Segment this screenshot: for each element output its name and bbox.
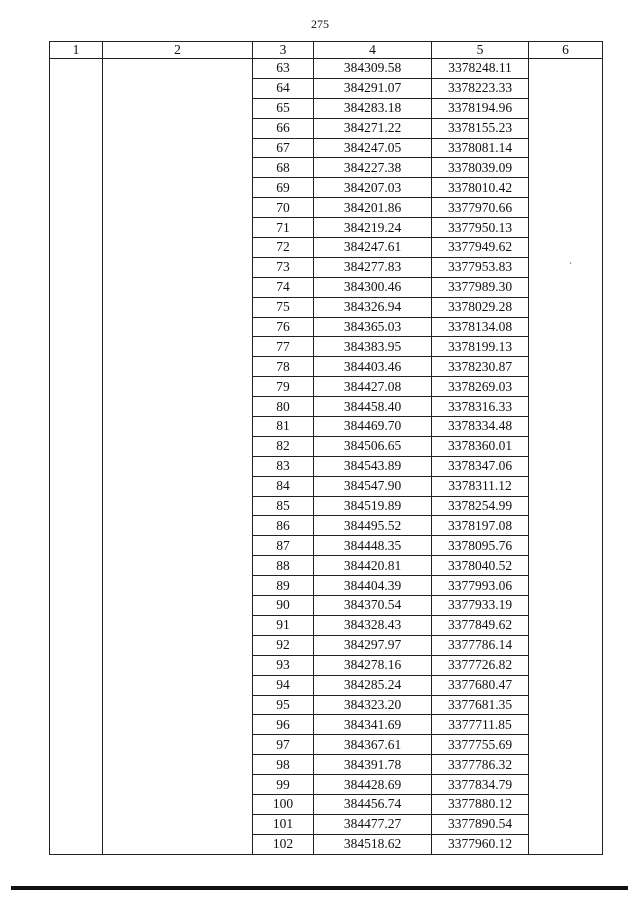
point-number-cell: 77 [253,337,314,357]
x-coordinate-cell: 384456.74 [314,794,432,814]
point-number-cell: 97 [253,735,314,755]
x-coordinate-cell: 384201.86 [314,198,432,218]
x-coordinate-cell: 384428.69 [314,775,432,795]
x-coordinate-cell: 384297.97 [314,635,432,655]
y-coordinate-cell: 3378194.96 [432,98,529,118]
x-coordinate-cell: 384469.70 [314,417,432,437]
point-number-cell: 74 [253,277,314,297]
y-coordinate-cell: 3377989.30 [432,277,529,297]
y-coordinate-cell: 3377786.14 [432,635,529,655]
point-number-cell: 94 [253,675,314,695]
column-header: 1 [50,42,103,59]
y-coordinate-cell: 3378081.14 [432,138,529,158]
col2-cell-merged [103,59,253,855]
x-coordinate-cell: 384547.90 [314,476,432,496]
y-coordinate-cell: 3377834.79 [432,775,529,795]
y-coordinate-cell: 3378155.23 [432,118,529,138]
y-coordinate-cell: 3377680.47 [432,675,529,695]
y-coordinate-cell: 3377960.12 [432,834,529,854]
point-number-cell: 90 [253,596,314,616]
y-coordinate-cell: 3377950.13 [432,218,529,238]
page-number: 275 [311,17,329,31]
x-coordinate-cell: 384309.58 [314,59,432,79]
y-coordinate-cell: 3378360.01 [432,436,529,456]
point-number-cell: 67 [253,138,314,158]
x-coordinate-cell: 384326.94 [314,297,432,317]
y-coordinate-cell: 3378223.33 [432,78,529,98]
x-coordinate-cell: 384477.27 [314,814,432,834]
y-coordinate-cell: 3378248.11 [432,59,529,79]
x-coordinate-cell: 384247.61 [314,238,432,258]
x-coordinate-cell: 384370.54 [314,596,432,616]
point-number-cell: 72 [253,238,314,258]
point-number-cell: 78 [253,357,314,377]
y-coordinate-cell: 3377726.82 [432,655,529,675]
y-coordinate-cell: 3377970.66 [432,198,529,218]
y-coordinate-cell: 3378029.28 [432,297,529,317]
point-number-cell: 76 [253,317,314,337]
point-number-cell: 73 [253,257,314,277]
point-number-cell: 81 [253,417,314,437]
bottom-rule [11,886,628,890]
y-coordinate-cell: 3378230.87 [432,357,529,377]
y-coordinate-cell: 3377949.62 [432,238,529,258]
x-coordinate-cell: 384543.89 [314,456,432,476]
point-number-cell: 101 [253,814,314,834]
point-number-cell: 75 [253,297,314,317]
x-coordinate-cell: 384519.89 [314,496,432,516]
x-coordinate-cell: 384367.61 [314,735,432,755]
column-header: 3 [253,42,314,59]
y-coordinate-cell: 3377681.35 [432,695,529,715]
y-coordinate-cell: 3378134.08 [432,317,529,337]
col6-cell-merged [529,59,603,855]
point-number-cell: 79 [253,377,314,397]
point-number-cell: 93 [253,655,314,675]
x-coordinate-cell: 384328.43 [314,615,432,635]
y-coordinate-cell: 3377880.12 [432,794,529,814]
point-number-cell: 71 [253,218,314,238]
point-number-cell: 99 [253,775,314,795]
point-number-cell: 92 [253,635,314,655]
point-number-cell: 80 [253,397,314,417]
y-coordinate-cell: 3378347.06 [432,456,529,476]
y-coordinate-cell: 3378269.03 [432,377,529,397]
y-coordinate-cell: 3378254.99 [432,496,529,516]
y-coordinate-cell: 3378334.48 [432,417,529,437]
x-coordinate-cell: 384427.08 [314,377,432,397]
y-coordinate-cell: 3377933.19 [432,596,529,616]
y-coordinate-cell: 3378316.33 [432,397,529,417]
x-coordinate-cell: 384383.95 [314,337,432,357]
point-number-cell: 95 [253,695,314,715]
y-coordinate-cell: 3377890.54 [432,814,529,834]
x-coordinate-cell: 384420.81 [314,556,432,576]
point-number-cell: 102 [253,834,314,854]
point-number-cell: 66 [253,118,314,138]
point-number-cell: 82 [253,436,314,456]
point-number-cell: 96 [253,715,314,735]
column-header: 2 [103,42,253,59]
point-number-cell: 85 [253,496,314,516]
x-coordinate-cell: 384283.18 [314,98,432,118]
point-number-cell: 63 [253,59,314,79]
table-row [50,59,603,79]
x-coordinate-cell: 384247.05 [314,138,432,158]
x-coordinate-cell: 384323.20 [314,695,432,715]
x-coordinate-cell: 384285.24 [314,675,432,695]
point-number-cell: 84 [253,476,314,496]
point-number-cell: 86 [253,516,314,536]
stray-mark: ` [569,261,572,271]
y-coordinate-cell: 3377755.69 [432,735,529,755]
point-number-cell: 91 [253,615,314,635]
x-coordinate-cell: 384404.39 [314,576,432,596]
y-coordinate-cell: 3378095.76 [432,536,529,556]
point-number-cell: 64 [253,78,314,98]
x-coordinate-cell: 384448.35 [314,536,432,556]
y-coordinate-cell: 3377849.62 [432,615,529,635]
coordinates-table [49,41,603,855]
point-number-cell: 69 [253,178,314,198]
x-coordinate-cell: 384518.62 [314,834,432,854]
x-coordinate-cell: 384365.03 [314,317,432,337]
table-body [50,59,603,855]
point-number-cell: 65 [253,98,314,118]
y-coordinate-cell: 3377993.06 [432,576,529,596]
y-coordinate-cell: 3378311.12 [432,476,529,496]
column-header: 5 [432,42,529,59]
column-header: 4 [314,42,432,59]
point-number-cell: 83 [253,456,314,476]
point-number-cell: 70 [253,198,314,218]
point-number-cell: 68 [253,158,314,178]
x-coordinate-cell: 384458.40 [314,397,432,417]
y-coordinate-cell: 3377711.85 [432,715,529,735]
x-coordinate-cell: 384291.07 [314,78,432,98]
x-coordinate-cell: 384277.83 [314,257,432,277]
column-header: 6 [529,42,603,59]
y-coordinate-cell: 3378199.13 [432,337,529,357]
x-coordinate-cell: 384207.03 [314,178,432,198]
y-coordinate-cell: 3377953.83 [432,257,529,277]
x-coordinate-cell: 384403.46 [314,357,432,377]
x-coordinate-cell: 384278.16 [314,655,432,675]
col1-cell-merged [50,59,103,855]
x-coordinate-cell: 384300.46 [314,277,432,297]
y-coordinate-cell: 3378010.42 [432,178,529,198]
point-number-cell: 98 [253,755,314,775]
x-coordinate-cell: 384219.24 [314,218,432,238]
y-coordinate-cell: 3378197.08 [432,516,529,536]
x-coordinate-cell: 384227.38 [314,158,432,178]
y-coordinate-cell: 3378039.09 [432,158,529,178]
point-number-cell: 100 [253,794,314,814]
header-row [50,42,603,59]
point-number-cell: 87 [253,536,314,556]
point-number-cell: 89 [253,576,314,596]
x-coordinate-cell: 384391.78 [314,755,432,775]
x-coordinate-cell: 384271.22 [314,118,432,138]
x-coordinate-cell: 384506.65 [314,436,432,456]
point-number-cell: 88 [253,556,314,576]
y-coordinate-cell: 3377786.32 [432,755,529,775]
x-coordinate-cell: 384341.69 [314,715,432,735]
x-coordinate-cell: 384495.52 [314,516,432,536]
y-coordinate-cell: 3378040.52 [432,556,529,576]
